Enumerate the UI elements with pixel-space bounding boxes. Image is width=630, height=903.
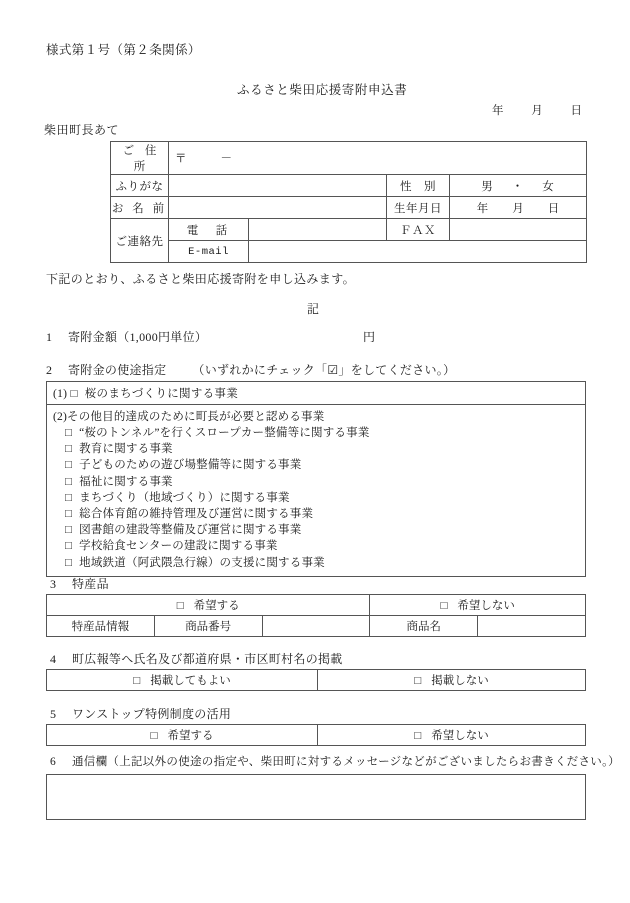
postal-dash: － — [220, 153, 232, 165]
address-input-cell[interactable] — [169, 142, 587, 175]
section4-heading — [50, 653, 343, 665]
furigana-label: ふりがな — [111, 175, 169, 197]
list-item[interactable] — [65, 441, 585, 457]
section6-title: 通信欄（上記以外の使途の指定や、柴田町に対するメッセージなどがございましたらお書きください。） — [72, 756, 620, 768]
form-number: 様式第１号（第２条関係） — [46, 43, 201, 57]
checkbox-icon[interactable]: □ — [176, 600, 184, 612]
section1-number: 1 — [46, 330, 53, 344]
purpose-option-label: 子どものための遊び場整備等に関する事業 — [79, 459, 302, 472]
section3-heading — [50, 578, 109, 590]
purpose-option-label: 教育に関する事業 — [79, 443, 173, 456]
table-row-tel — [111, 219, 587, 241]
addressee: 柴田町長あて — [44, 123, 120, 137]
address-label: ご 住 所 — [111, 142, 169, 175]
birth-year-label: 年 — [476, 202, 489, 215]
section1-heading — [46, 331, 207, 343]
purpose-designation-box — [46, 381, 586, 577]
fax-label: ＦＡＸ — [387, 219, 450, 241]
specialty-option-no-label: 希望しない — [457, 600, 515, 612]
list-item[interactable] — [65, 490, 585, 506]
publication-option-no-label: 掲載しない — [431, 675, 489, 687]
section2-title: 寄附金の使途指定 — [68, 363, 167, 377]
onestop-option-yes[interactable] — [47, 725, 318, 746]
purpose-row1-prefix: (1) — [53, 388, 68, 400]
gender-separator: ・ — [511, 180, 525, 193]
purpose-option-label: 総合体育館の維持管理及び運営に関する事業 — [79, 508, 314, 521]
product-name-label: 商品名 — [370, 616, 478, 637]
purpose-row2-prefix: (2) — [53, 411, 68, 423]
section3-number: 3 — [50, 577, 57, 591]
checkbox-icon[interactable]: □ — [150, 730, 158, 742]
checkbox-icon[interactable]: □ — [65, 443, 73, 456]
publication-option-yes-label: 掲載してもよい — [150, 675, 231, 687]
onestop-option-yes-label: 希望する — [167, 730, 214, 742]
purpose-option-label: 図書館の建設等整備及び運営に関する事業 — [79, 524, 302, 537]
specialty-option-no[interactable] — [370, 595, 586, 616]
section2-note: （いずれかにチェック「☑」をしてください。） — [192, 363, 456, 377]
contact-label: ご連絡先 — [111, 219, 169, 263]
checkbox-icon[interactable]: □ — [65, 475, 73, 488]
gender-label: 性 別 — [387, 175, 450, 197]
date-month-label: 月 — [531, 105, 543, 117]
purpose-option-row-1[interactable] — [47, 382, 585, 405]
checkbox-icon[interactable]: □ — [65, 524, 73, 537]
birth-month-label: 月 — [512, 202, 524, 215]
checkbox-icon[interactable]: □ — [440, 600, 448, 612]
section5-number: 5 — [50, 707, 57, 721]
purpose-option-label: まちづくり（地域づくり）に関する事業 — [79, 491, 290, 504]
table-row — [47, 670, 586, 691]
publication-consent-table — [46, 669, 586, 691]
specialty-option-yes-label: 希望する — [193, 600, 240, 612]
publication-option-yes[interactable] — [47, 670, 318, 691]
checkbox-icon[interactable]: □ — [133, 675, 141, 687]
checkbox-icon[interactable]: □ — [65, 459, 73, 472]
message-textarea[interactable] — [46, 774, 586, 820]
name-input-cell[interactable] — [169, 197, 387, 219]
list-item[interactable] — [65, 425, 585, 441]
fax-input-cell[interactable] — [450, 219, 587, 241]
table-row-address — [111, 142, 587, 175]
document-title: ふるさと柴田応援寄附申込書 — [237, 83, 408, 97]
checkbox-icon[interactable]: □ — [65, 508, 73, 521]
purpose-option-label: 学校給食センターの建設に関する事業 — [79, 540, 278, 553]
onestop-option-no[interactable] — [318, 725, 586, 746]
section5-title: ワンストップ特例制度の活用 — [72, 707, 232, 721]
section6-heading — [50, 757, 620, 769]
furigana-input-cell[interactable] — [169, 175, 387, 197]
checkbox-icon[interactable]: □ — [65, 427, 73, 439]
publication-option-no[interactable] — [318, 670, 586, 691]
purpose-row1-label: 桜のまちづくりに関する事業 — [84, 388, 239, 400]
section2-heading — [46, 364, 455, 376]
list-item[interactable] — [65, 457, 585, 473]
purpose-sub-option-list — [53, 425, 585, 571]
gender-choice-cell[interactable] — [450, 175, 587, 197]
gender-male-option[interactable]: 男 — [481, 180, 494, 193]
date-line — [492, 106, 582, 118]
table-row-specialty-choice — [47, 595, 586, 616]
list-item[interactable] — [65, 555, 585, 571]
specialty-info-label: 特産品情報 — [47, 616, 155, 637]
purpose-option-label: “桜のトンネル”を行くスロープカー整備等に関する事業 — [79, 427, 370, 439]
section2-number: 2 — [46, 363, 53, 377]
list-item[interactable] — [65, 538, 585, 554]
purpose-row2-label: その他目的達成のために町長が必要と認める事業 — [67, 411, 325, 423]
birthdate-label: 生年月日 — [387, 197, 450, 219]
birthdate-input-cell[interactable] — [450, 197, 587, 219]
section4-number: 4 — [50, 652, 57, 666]
list-item[interactable] — [65, 522, 585, 538]
purpose-option-label: 福祉に関する事業 — [79, 475, 173, 488]
application-sentence: 下記のとおり、ふるさと柴田応援寄附を申し込みます。 — [46, 272, 356, 286]
list-item[interactable] — [65, 506, 585, 522]
section1-title: 寄附金額（1,000円単位） — [68, 330, 208, 344]
table-row-email — [111, 241, 587, 263]
tel-label: 電 話 — [169, 219, 249, 241]
table-row-specialty-detail — [47, 616, 586, 637]
product-name-input[interactable] — [478, 616, 586, 637]
table-row-furigana — [111, 175, 587, 197]
date-day-label: 日 — [570, 105, 582, 117]
checkbox-icon[interactable]: □ — [414, 675, 422, 687]
checkbox-icon[interactable]: □ — [65, 556, 73, 569]
date-year-label: 年 — [492, 105, 504, 117]
postal-mark-icon: 〒 — [175, 153, 187, 165]
onestop-special-system-table — [46, 724, 586, 746]
checkbox-icon[interactable]: □ — [70, 388, 78, 400]
section1-amount-unit: 円 — [363, 330, 376, 344]
table-row-name — [111, 197, 587, 219]
section3-title: 特産品 — [72, 577, 109, 591]
onestop-option-no-label: 希望しない — [431, 730, 489, 742]
email-input-cell[interactable] — [249, 241, 587, 263]
section5-heading — [50, 708, 231, 720]
gender-female-option[interactable]: 女 — [542, 180, 555, 193]
purpose-option-label: 地域鉄道（阿武隈急行線）の支援に関する事業 — [79, 556, 325, 569]
table-row — [47, 725, 586, 746]
email-label: E-mail — [169, 241, 249, 263]
ki-mark: 記 — [307, 302, 320, 316]
tel-input-cell[interactable] — [249, 219, 387, 241]
section6-number: 6 — [50, 756, 57, 768]
purpose-option-row-2 — [47, 405, 585, 576]
product-number-input[interactable] — [262, 616, 370, 637]
checkbox-icon[interactable]: □ — [65, 491, 73, 504]
specialty-product-table — [46, 594, 586, 637]
specialty-option-yes[interactable] — [47, 595, 370, 616]
checkbox-icon[interactable]: □ — [65, 540, 73, 553]
product-number-label: 商品番号 — [154, 616, 262, 637]
purpose-row2-heading — [53, 408, 585, 424]
name-label: お 名 前 — [111, 197, 169, 219]
section4-title: 町広報等へ氏名及び都道府県・市区町村名の掲載 — [72, 652, 343, 666]
list-item[interactable] — [65, 474, 585, 490]
applicant-info-table — [110, 141, 587, 263]
checkbox-icon[interactable]: □ — [414, 730, 422, 742]
birth-day-label: 日 — [547, 202, 560, 215]
